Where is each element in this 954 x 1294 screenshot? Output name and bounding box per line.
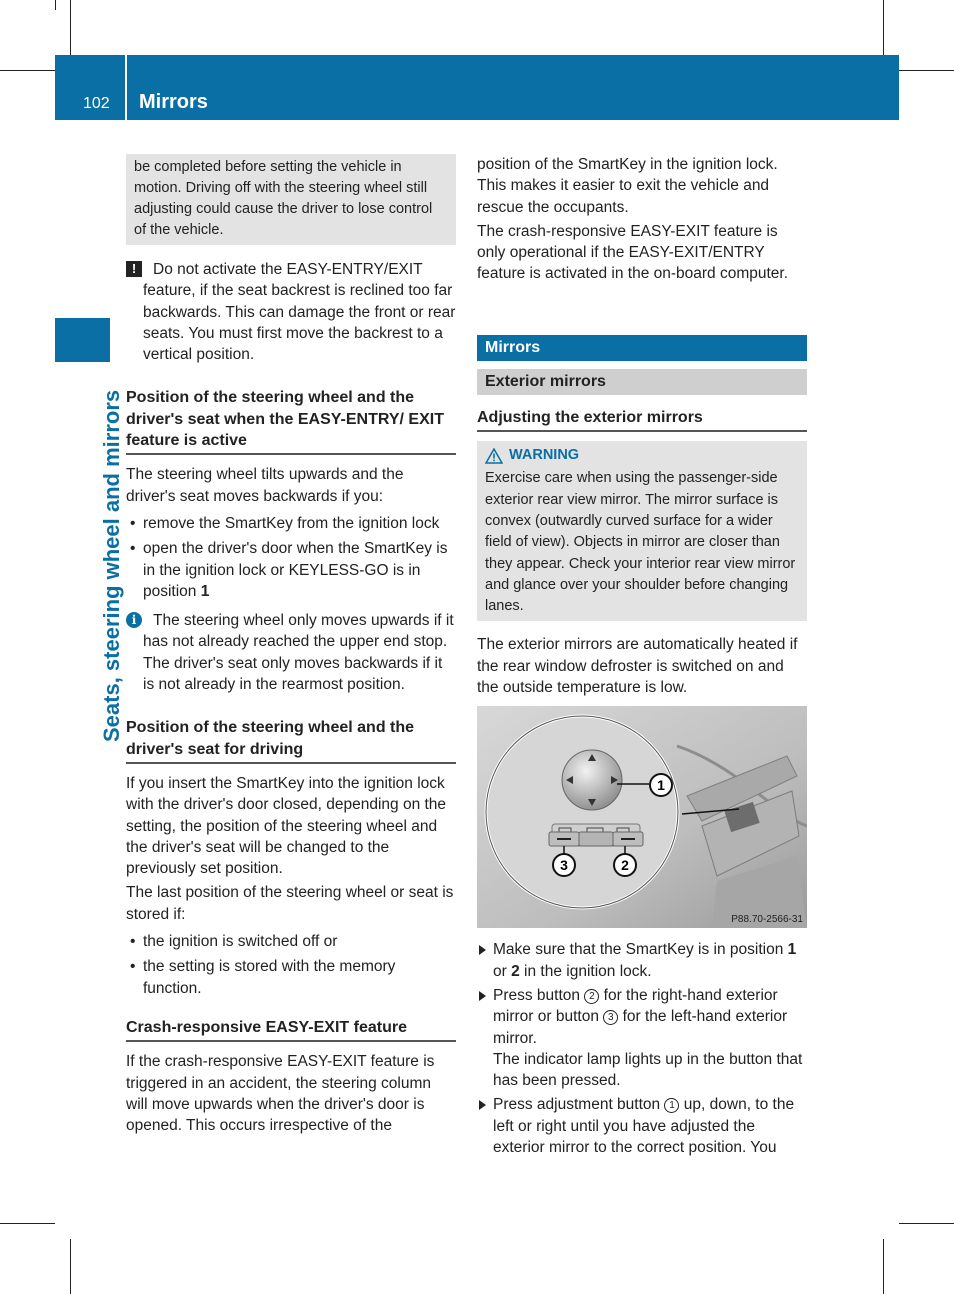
mirror-control-photo <box>477 706 807 928</box>
step-item: Press adjustment button 1 up, down, to the left or right until you have adjusted the exterior mirror to the correct position. You <box>477 1094 807 1158</box>
exclamation-icon: ! <box>126 261 142 277</box>
crop-mark <box>70 0 71 55</box>
crop-mark <box>55 0 56 10</box>
section-heading-easy-entry: Position of the steering wheel and the driver's seat when the EASY-ENTRY/ EXIT feature is active <box>126 387 456 455</box>
crop-mark <box>899 70 954 71</box>
caution-note-text: Do not activate the EASY-ENTRY/EXIT feature, if the seat backrest is reclined too far backwards. This can damage the front or rear seats. You must first move the backrest to a vertical position. <box>143 261 456 364</box>
step-item: Press button 2 for the right-hand exterior mirror or button 3 for the left-hand exterior mirror. The indicator lamp lights up in the button that has been pressed. <box>477 985 807 1091</box>
section-paragraph: If you insert the SmartKey into the ignition lock with the driver's door closed, depending on the setting, the position of the steering wheel and the driver's seat will be changed to the previously set position. <box>126 774 447 878</box>
page-header <box>55 55 899 120</box>
section-paragraph: The last position of the steering wheel or seat is stored if: <box>126 884 454 923</box>
step-result: The indicator lamp lights up in the button that has been pressed. <box>493 1050 803 1090</box>
callout-2-ref: 2 <box>584 989 599 1004</box>
section-heading-driving: Position of the steering wheel and the driver's seat for driving <box>126 717 456 764</box>
list-item: • the setting is stored with the memory function. <box>126 956 456 999</box>
crop-mark <box>883 1239 884 1294</box>
section-intro: The steering wheel tilts upwards and the driver's seat moves backwards if you: <box>126 466 404 505</box>
crop-mark <box>899 1223 954 1224</box>
list-item: • open the driver's door when the SmartKey is in the ignition lock or KEYLESS-GO is in position 1 <box>126 538 456 602</box>
page-number: 102 <box>83 95 110 112</box>
callout-1: 1 <box>657 777 665 794</box>
section-heading-crash: Crash-responsive EASY-EXIT feature <box>126 1017 456 1042</box>
chapter-tab <box>55 318 110 362</box>
subheading-adjusting: Adjusting the exterior mirrors <box>477 407 807 432</box>
step-item: Make sure that the SmartKey is in position 1 or 2 in the ignition lock. <box>477 939 807 982</box>
list-item: • the ignition is switched off or <box>126 931 456 952</box>
caution-note <box>126 259 456 365</box>
paragraph: position of the SmartKey in the ignition lock. This makes it easier to exit the vehicle and rescue the occupants. <box>477 156 778 216</box>
chapter-label: Seats, steering wheel and mirrors <box>99 389 124 742</box>
crop-mark <box>70 1239 71 1294</box>
section-bar-exterior-mirrors: Exterior mirrors <box>477 369 807 395</box>
callout-2: 2 <box>621 857 629 874</box>
header-divider <box>125 55 127 120</box>
figure-code: P88.70-2566-31 <box>731 914 803 926</box>
crop-mark <box>0 70 55 71</box>
paragraph: The exterior mirrors are automatically heated if the rear window defroster is switched on and the outside temperature is low. <box>477 636 798 697</box>
warning-continuation-box <box>126 154 456 245</box>
warning-title <box>485 445 799 466</box>
warning-text: Exercise care when using the passenger-side exterior rear view mirror. The mirror surface is convex (outwardly curved surface for a wider field of view). Objects in mirror are closer than they appear. Check your interior rear view mirror and glance over your shoulder before changing lanes. <box>485 470 796 615</box>
callout-1-ref: 1 <box>664 1098 679 1113</box>
left-column <box>126 154 456 1136</box>
step-list <box>477 939 807 1158</box>
warning-triangle-icon <box>485 448 503 464</box>
info-note-text: The steering wheel only moves upwards if it has not already reached the upper end stop. The driver's seat only moves backwards if it is not already in the rearmost position. <box>143 612 454 694</box>
warning-title-text: WARNING <box>509 447 580 464</box>
callout-3: 3 <box>560 857 568 874</box>
bullet-list <box>126 931 456 999</box>
paragraph: The crash-responsive EASY-EXIT feature is only operational if the EASY-EXIT/ENTRY feature is activated in the on-board computer. <box>477 222 789 283</box>
warning-continuation-text: be completed before setting the vehicle in motion. Driving off with the steering wheel still adjusting could cause the driver to lose control of the vehicle. <box>134 159 433 238</box>
bullet-list <box>126 513 456 602</box>
section-paragraph: If the crash-responsive EASY-EXIT feature is triggered in an accident, the steering column will move upwards when the driver's door is opened. This occurs irrespective of the <box>126 1053 435 1135</box>
crop-mark <box>883 0 884 55</box>
list-item: • remove the SmartKey from the ignition lock <box>126 513 456 534</box>
warning-box <box>477 441 807 621</box>
info-icon: i <box>126 612 142 628</box>
section-bar-mirrors: Mirrors <box>477 335 807 361</box>
info-note <box>126 610 456 695</box>
callout-3-ref: 3 <box>603 1010 618 1025</box>
crop-mark <box>0 1223 55 1224</box>
page-title: Mirrors <box>139 91 208 113</box>
right-column <box>477 154 807 1161</box>
